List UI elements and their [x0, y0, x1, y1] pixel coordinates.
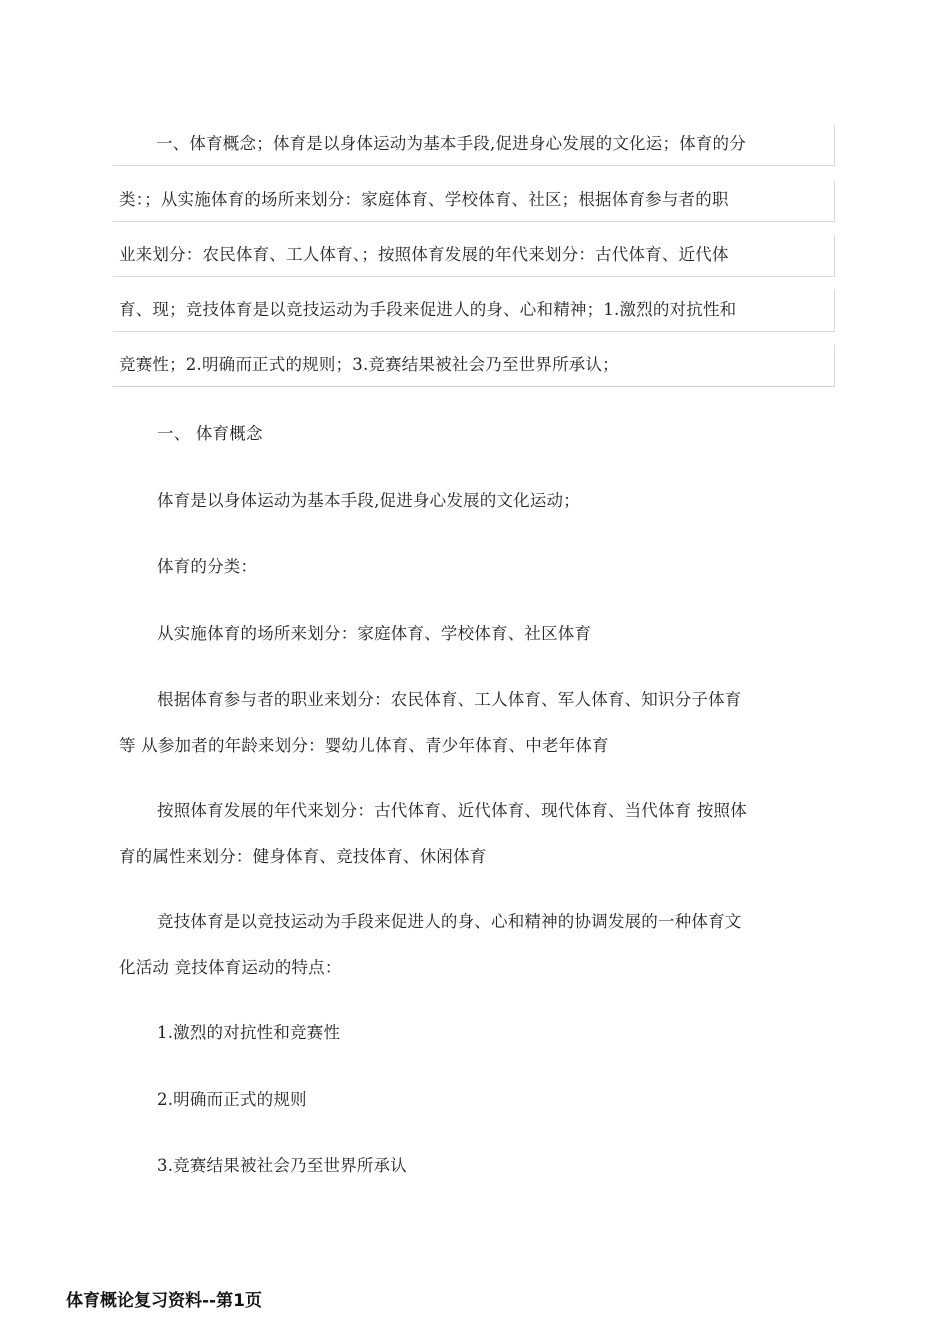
competitive-sport-line: 化活动 竞技体育运动的特点：	[119, 958, 342, 977]
classification-title-text: 体育的分类：	[157, 557, 258, 576]
summary-line-text: 类：；从实施体育的场所来划分：家庭体育、学校体育、社区；根据体育参与者的职	[119, 190, 729, 209]
by-occupation-line: 根据体育参与者的职业来划分：农民体育、工人体育、军人体育、知识分子体育	[157, 690, 742, 709]
summary-line-text: 一、体育概念；体育是以身体运动为基本手段,促进身心发展的文化运；体育的分	[156, 134, 746, 153]
page-footer: 体育概论复习资料--第1页	[66, 1291, 262, 1311]
feature-text: 1.激烈的对抗性和竞赛性	[157, 1023, 341, 1042]
summary-line-text: 育、现；竞技体育是以竞技运动为手段来促进人的身、心和精神；1.激烈的对抗性和	[119, 300, 737, 319]
summary-line	[113, 180, 835, 222]
summary-line-text: 竞赛性；2.明确而正式的规则；3.竞赛结果被社会乃至世界所承认；	[119, 355, 619, 374]
summary-line	[113, 290, 835, 332]
by-occupation-line: 等 从参加者的年龄来划分：婴幼儿体育、青少年体育、中老年体育	[119, 736, 609, 755]
competitive-sport-line: 竞技体育是以竞技运动为手段来促进人的身、心和精神的协调发展的一种体育文	[157, 912, 742, 931]
summary-block	[113, 124, 835, 386]
by-place-text: 从实施体育的场所来划分：家庭体育、学校体育、社区体育	[157, 624, 592, 643]
by-era-line: 按照体育发展的年代来划分：古代体育、近代体育、现代体育、当代体育 按照体	[157, 801, 747, 820]
summary-line-text: 业来划分：农民体育、工人体育、；按照体育发展的年代来划分：古代体育、近代体	[119, 245, 729, 264]
summary-line	[113, 345, 835, 387]
section-heading-text: 一、 体育概念	[157, 424, 263, 443]
summary-line	[113, 235, 835, 277]
definition-text: 体育是以身体运动为基本手段,促进身心发展的文化运动；	[157, 491, 580, 510]
by-era-line: 育的属性来划分：健身体育、竞技体育、休闲体育	[119, 847, 487, 866]
feature-text: 3.竞赛结果被社会乃至世界所承认	[157, 1156, 407, 1175]
feature-text: 2.明确而正式的规则	[157, 1090, 307, 1109]
summary-line	[113, 124, 835, 166]
